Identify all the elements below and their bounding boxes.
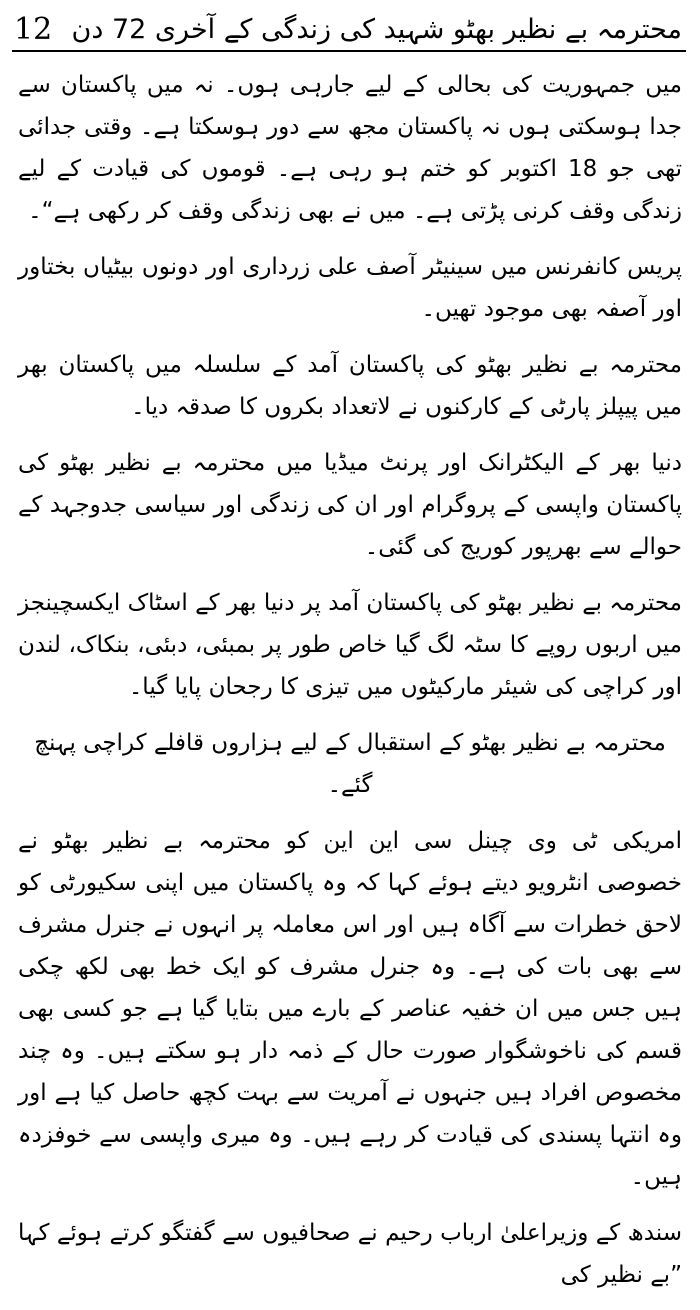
paragraph: محترمہ بے نظیر بھٹو کی پاکستان آمد کے سلسلہ میں پاکستان بھر میں پیپلز پارٹی کے کارکنوں نے لاتعداد بکروں کا صدقہ دیا۔ [18, 352, 682, 420]
running-title: محترمہ بے نظیر بھٹو شہید کی زندگی کے آخری 72 دن [71, 14, 682, 45]
paragraph: دنیا بھر کے الیکٹرانک اور پرنٹ میڈیا میں محترمہ بے نظیر بھٹو کی پاکستان واپسی کے پروگرام اور ان کی زندگی اور سیاسی جدوجہد کے حوالے سے بھرپور کوریج کی گئی۔ [18, 450, 682, 560]
page-header [12, 6, 686, 52]
paragraph: امریکی ٹی وی چینل سی این این کو محترمہ بے نظیر بھٹو نے خصوصی انٹرویو دیتے ہوئے کہا کہ وہ پاکستان میں اپنی سکیورٹی کو لاحق خطرات سے آگاہ ہیں اور اس معاملہ پر انہوں نے جنرل مشرف سے بھی بات کی ہے۔ وہ جنرل مشرف کو ایک خط بھی لکھ چکی ہیں جس میں ان خفیہ عناصر کے بارے میں بتایا گیا ہے جو کسی بھی قسم کی ناخوشگوار صورت حال کے ذمہ دار ہو سکتے ہیں۔ وہ چند مخصوص افراد ہیں جنہوں نے آمریت سے بہت کچھ حاصل کیا ہے اور وہ انتہا پسندی کی قیادت کر رہے ہیں۔ وہ میری واپسی سے خوفزدہ ہیں۔ [18, 828, 682, 1190]
paragraph: محترمہ بے نظیر بھٹو کی پاکستان آمد پر دنیا بھر کے اسٹاک ایکسچینجز میں اربوں روپے کا سٹہ لگ گیا خاص طور پر بمبئی، دبئی، بنکاک، لندن اور کراچی کی شیئر مارکیٹوں میں تیزی کا رجحان پایا گیا۔ [18, 590, 682, 700]
paragraph: محترمہ بے نظیر بھٹو کے استقبال کے لیے ہزاروں قافلے کراچی پہنچ گئے۔ [34, 730, 666, 798]
paragraph: میں جمہوریت کی بحالی کے لیے جارہی ہوں۔ نہ میں پاکستان سے جدا ہوسکتی ہوں نہ پاکستان مجھ سے دور ہوسکتا ہے۔ وقتی جدائی تھی جو 18 اکتوبر کو ختم ہو رہی ہے۔ قوموں کی قیادت کے لیے زندگی وقف کرنی پڑتی ہے۔ میں نے بھی زندگی وقف کر رکھی ہے“۔ [18, 72, 682, 224]
paragraph: پریس کانفرنس میں سینیٹر آصف علی زرداری اور دونوں بیٹیاں بختاور اور آصفہ بھی موجود تھیں۔ [18, 254, 682, 322]
page-number: 12 [14, 12, 53, 47]
paragraph: سندھ کے وزیراعلیٰ ارباب رحیم نے صحافیوں سے گفتگو کرتے ہوئے کہا ”بے نظیر کی [18, 1220, 682, 1288]
page-body [18, 64, 682, 1310]
